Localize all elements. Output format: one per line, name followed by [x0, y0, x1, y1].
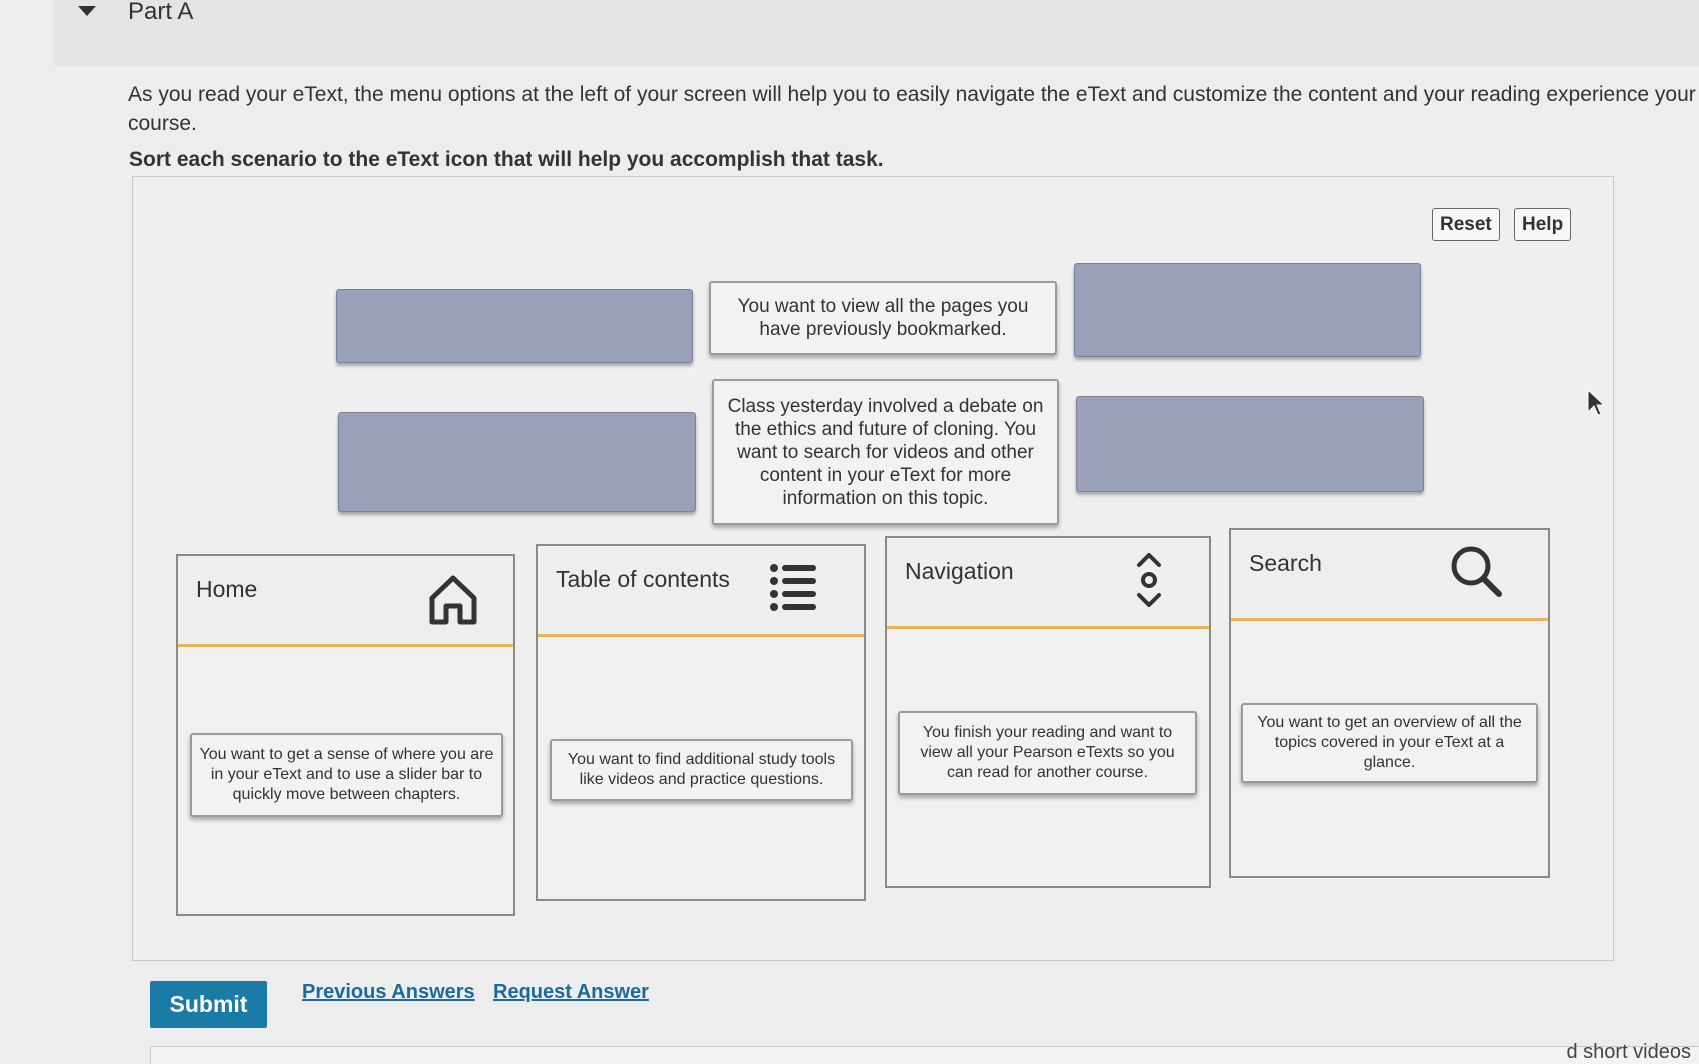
empty-slot[interactable] — [1074, 263, 1421, 357]
request-answer-link[interactable]: Request Answer — [493, 981, 649, 1003]
scenario-card[interactable]: You finish your reading and want to view all your Pearson eTexts so you can read for another course. — [898, 711, 1197, 795]
part-title: Part A — [128, 0, 194, 25]
next-section-panel — [150, 1046, 1699, 1064]
help-button[interactable]: Help — [1514, 208, 1571, 241]
empty-slot[interactable] — [1076, 396, 1424, 492]
bin-title: Table of contents — [556, 566, 730, 592]
search-icon — [1447, 542, 1505, 600]
collapse-caret-icon[interactable] — [78, 6, 96, 16]
bin-home[interactable] — [176, 554, 515, 916]
intro-text: As you read your eText, the menu options at the left of your screen will help you to easily navigate the eText and customize the content and your reading experience your course. — [128, 83, 1696, 135]
scenario-card[interactable]: You want to find additional study tools like videos and practice questions. — [550, 739, 853, 801]
submit-button[interactable]: Submit — [150, 981, 267, 1028]
bin-title: Navigation — [905, 558, 1014, 584]
bin-title: Home — [196, 576, 258, 602]
next-section-text: d short videos — [1566, 1041, 1691, 1063]
bin-header — [178, 556, 513, 647]
bin-header — [887, 538, 1209, 629]
part-header[interactable] — [54, 0, 1699, 66]
navigation-icon — [1132, 550, 1166, 610]
previous-answers-link[interactable]: Previous Answers — [302, 981, 475, 1003]
bin-header — [1231, 530, 1548, 621]
bin-title: Search — [1249, 550, 1322, 576]
home-icon — [426, 572, 480, 626]
list-icon — [768, 560, 820, 618]
instruction-text: Sort each scenario to the eText icon that will help you accomplish that task. — [129, 148, 884, 171]
scenario-card[interactable]: Class yesterday involved a debate on the ethics and future of cloning. You want to search for videos and other content in your eText for more information on this topic. — [712, 379, 1059, 525]
empty-slot[interactable] — [336, 289, 693, 363]
bin-navigation[interactable] — [885, 536, 1211, 888]
empty-slot[interactable] — [338, 412, 696, 512]
reset-button[interactable]: Reset — [1432, 208, 1500, 241]
bin-table-of-contents[interactable] — [536, 544, 866, 901]
scenario-card[interactable]: You want to view all the pages you have previously bookmarked. — [709, 281, 1057, 355]
scenario-card[interactable]: You want to get an overview of all the topics covered in your eText at a glance. — [1241, 703, 1538, 783]
bin-search[interactable] — [1229, 528, 1550, 878]
bin-header — [538, 546, 864, 637]
scenario-card[interactable]: You want to get a sense of where you are in your eText and to use a slider bar to quickly move between chapters. — [190, 733, 503, 817]
mouse-pointer-icon — [1586, 388, 1606, 418]
